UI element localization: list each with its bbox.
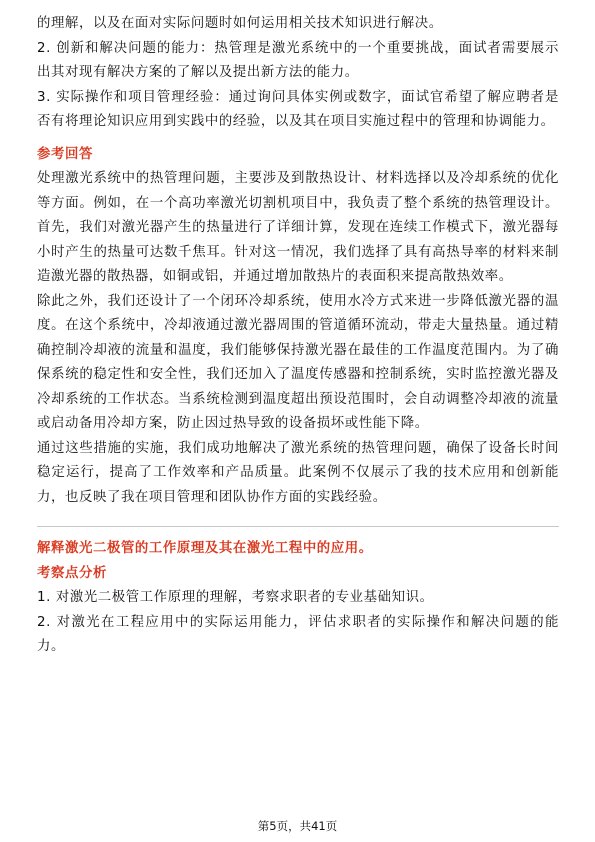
intro-tail-text: 的理解，以及在面对实际问题时如何运用相关技术知识进行解决。	[37, 16, 443, 31]
answer-heading: 参考回答	[37, 146, 93, 162]
list-item: 2. 创新和解决问题的能力：热管理是激光系统中的一个重要挑战，面试者需要展示出其对现有解决方案的了解以及提出新方法的能力。	[37, 40, 559, 80]
document-page	[37, 12, 559, 660]
section-divider	[37, 526, 559, 527]
list-item: 1. 对激光二极管工作原理的理解，考察求职者的专业基础知识。	[37, 590, 434, 605]
list-item: 2. 对激光在工程应用中的实际运用能力，评估求职者的实际操作和解决问题的能力。	[37, 614, 559, 654]
page-footer: 第5页，共41页	[257, 819, 338, 833]
analysis-heading: 考察点分析	[37, 565, 107, 581]
answer-paragraph: 处理激光系统中的热管理问题，主要涉及到散热设计、材料选择以及冷却系统的优化等方面。例如，在一个高功率激光切割机项目中，我负责了整个系统的热管理设计。首先，我们对激光器产生的热量进行了详细计算，发现在连续工作模式下，激光器每小时产生的热量可达数千焦耳。针对这一情况，我们选择了具有高热导率的材料来制造激光器的散热器，如铜或铝，并通过增加散热片的表面积来提高散热效率。	[37, 171, 559, 284]
answer-paragraph: 通过这些措施的实施，我们成功地解决了激光系统的热管理问题，确保了设备长时间稳定运行，提高了工作效率和产品质量。此案例不仅展示了我的技术应用和创新能力，也反映了我在项目管理和团队协作方面的实践经验。	[37, 440, 559, 505]
list-item: 3. 实际操作和项目管理经验：通过询问具体实例或数字，面试官希望了解应聘者是否有将理论知识应用到实践中的经验，以及其在项目实施过程中的管理和协调能力。	[37, 89, 559, 129]
answer-paragraph: 除此之外，我们还设计了一个闭环冷却系统，使用水冷方式来进一步降低激光器的温度。在这个系统中，冷却液通过激光器周围的管道循环流动，带走大量热量。通过精确控制冷却液的流量和温度，我们能够保持激光器在最佳的工作温度范围内。为了确保系统的稳定性和安全性，我们还加入了温度传感器和控制系统，实时监控激光器及冷却系统的工作状态。当系统检测到温度超出预设范围时，会自动调整冷却液的流量或启动备用冷却方案，防止因过热导致的设备损坏或性能下降。	[37, 293, 559, 431]
question-title: 解释激光二极管的工作原理及其在激光工程中的应用。	[37, 541, 373, 556]
